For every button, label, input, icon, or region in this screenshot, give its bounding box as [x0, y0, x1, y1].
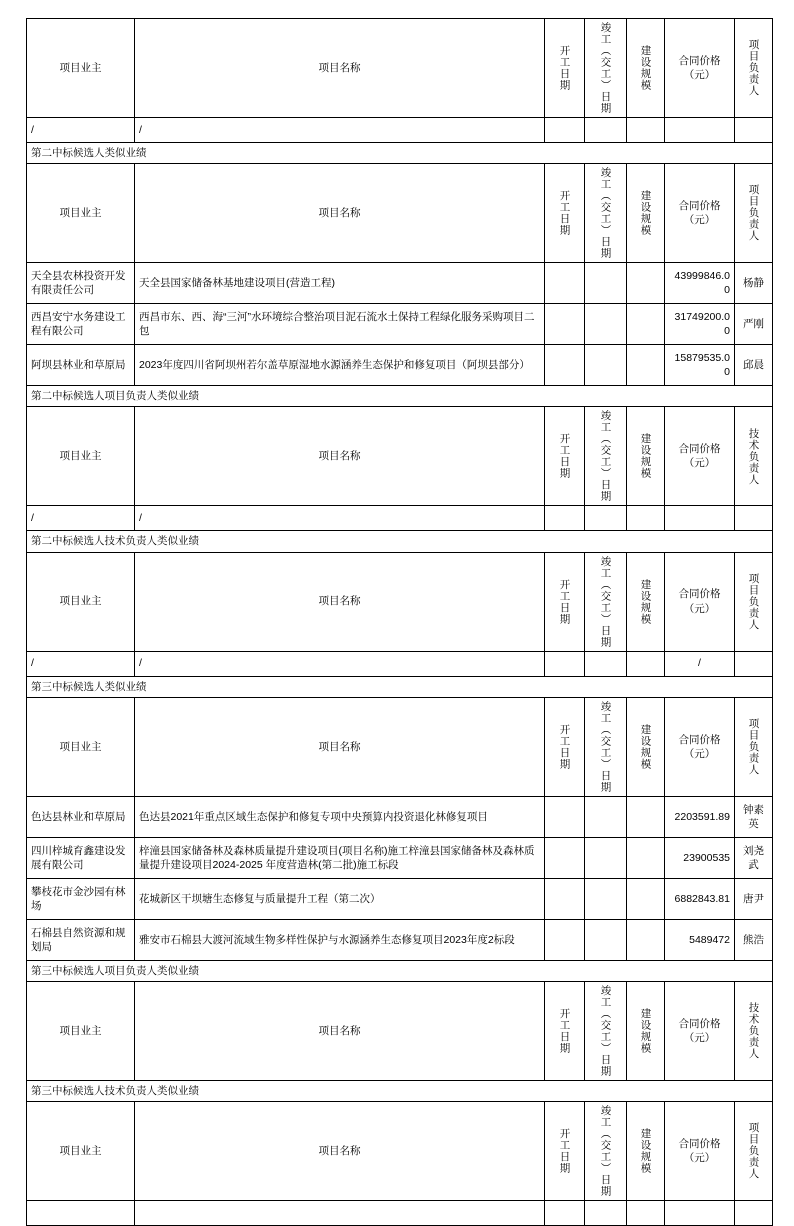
cell-end-date: [585, 651, 627, 676]
cell-end-date: [585, 118, 627, 143]
header-owner: 项目业主: [27, 552, 135, 651]
header-owner: 项目业主: [27, 19, 135, 118]
table-header-row: [27, 552, 773, 651]
cell-start-date: [545, 304, 585, 345]
section-title-row: [27, 386, 773, 407]
cell-end-date: [585, 304, 627, 345]
table-header-row: [27, 1102, 773, 1201]
section-title: 第二中标候选人技术负责人类似业绩: [27, 531, 773, 552]
cell-person: 熊浩: [735, 919, 773, 960]
header-price: 合同价格（元）: [665, 19, 735, 118]
cell-end-date: [585, 919, 627, 960]
cell-person: 杨静: [735, 263, 773, 304]
header-end-date: 竣工（交工）日期: [585, 1102, 627, 1201]
header-name: 项目名称: [135, 164, 545, 263]
header-scale: 建设规模: [627, 697, 665, 796]
cell-person: 刘尧武: [735, 837, 773, 878]
header-scale: 建设规模: [627, 164, 665, 263]
header-scale: 建设规模: [627, 552, 665, 651]
header-person: 项目负责人: [735, 697, 773, 796]
section-title-row: [27, 531, 773, 552]
cell-person: 唐尹: [735, 878, 773, 919]
header-end-date: 竣工（交工）日期: [585, 981, 627, 1080]
cell-end-date: [585, 837, 627, 878]
cell-person: [735, 1201, 773, 1226]
section-title-row: [27, 676, 773, 697]
cell-price: 15879535.00: [665, 345, 735, 386]
header-start-date: 开工日期: [545, 1102, 585, 1201]
cell-name: 梓潼县国家储备林及森林质量提升建设项目(项目名称)施工梓潼县国家储备林及森林质量提升建设项目2024-2025 年度营造林(第二批)施工标段: [135, 837, 545, 878]
cell-price: 2203591.89: [665, 796, 735, 837]
cell-owner: /: [27, 506, 135, 531]
header-tech-person: 技术负责人: [735, 407, 773, 506]
cell-owner: 西昌安宁水务建设工程有限公司: [27, 304, 135, 345]
cell-start-date: [545, 118, 585, 143]
cell-start-date: [545, 1201, 585, 1226]
cell-name: [135, 1201, 545, 1226]
cell-start-date: [545, 345, 585, 386]
cell-end-date: [585, 345, 627, 386]
cell-owner: /: [27, 651, 135, 676]
cell-owner: /: [27, 118, 135, 143]
header-owner: 项目业主: [27, 981, 135, 1080]
table-row: [27, 118, 773, 143]
header-start-date: 开工日期: [545, 19, 585, 118]
cell-person: [735, 651, 773, 676]
header-end-date: 竣工（交工）日期: [585, 164, 627, 263]
cell-scale: [627, 118, 665, 143]
header-price: 合同价格（元）: [665, 697, 735, 796]
cell-start-date: [545, 837, 585, 878]
cell-owner: 石棉县自然资源和规划局: [27, 919, 135, 960]
cell-price: 43999846.00: [665, 263, 735, 304]
cell-person: 严刚: [735, 304, 773, 345]
cell-owner: 阿坝县林业和草原局: [27, 345, 135, 386]
cell-price: [665, 1201, 735, 1226]
header-owner: 项目业主: [27, 1102, 135, 1201]
cell-name: /: [135, 118, 545, 143]
table-row: [27, 796, 773, 837]
header-scale: 建设规模: [627, 407, 665, 506]
cell-scale: [627, 506, 665, 531]
cell-owner: 色达县林业和草原局: [27, 796, 135, 837]
header-scale: 建设规模: [627, 19, 665, 118]
header-name: 项目名称: [135, 697, 545, 796]
cell-price: [665, 118, 735, 143]
performance-records-table: [26, 18, 773, 1226]
header-person: 项目负责人: [735, 164, 773, 263]
header-price: 合同价格（元）: [665, 1102, 735, 1201]
cell-price: [665, 506, 735, 531]
table-header-row: [27, 164, 773, 263]
cell-price: 23900535: [665, 837, 735, 878]
section-title-row: [27, 1080, 773, 1101]
table-row: [27, 837, 773, 878]
header-person: 项目负责人: [735, 552, 773, 651]
cell-scale: [627, 919, 665, 960]
cell-owner: 四川梓城育鑫建设发展有限公司: [27, 837, 135, 878]
cell-price: 31749200.00: [665, 304, 735, 345]
cell-scale: [627, 304, 665, 345]
cell-scale: [627, 263, 665, 304]
section-title: 第三中标候选人类似业绩: [27, 676, 773, 697]
table-row: [27, 878, 773, 919]
cell-end-date: [585, 1201, 627, 1226]
header-end-date: 竣工（交工）日期: [585, 19, 627, 118]
table-header-row: [27, 697, 773, 796]
header-end-date: 竣工（交工）日期: [585, 697, 627, 796]
cell-price: /: [665, 651, 735, 676]
cell-scale: [627, 878, 665, 919]
cell-scale: [627, 837, 665, 878]
section-title-row: [27, 143, 773, 164]
cell-end-date: [585, 878, 627, 919]
cell-scale: [627, 1201, 665, 1226]
cell-person: 钟素英: [735, 796, 773, 837]
cell-start-date: [545, 263, 585, 304]
header-scale: 建设规模: [627, 981, 665, 1080]
header-person: 项目负责人: [735, 19, 773, 118]
cell-price: 5489472: [665, 919, 735, 960]
header-price: 合同价格（元）: [665, 407, 735, 506]
table-row: [27, 651, 773, 676]
cell-name: 天全县国家储备林基地建设项目(营造工程): [135, 263, 545, 304]
table-header-row: [27, 19, 773, 118]
header-person: 项目负责人: [735, 1102, 773, 1201]
cell-name: 西昌市东、西、海“三河”水环境综合整治项目泥石流水土保持工程绿化服务采购项目二包: [135, 304, 545, 345]
header-price: 合同价格（元）: [665, 552, 735, 651]
table-row: [27, 345, 773, 386]
cell-owner: 攀枝花市金沙园有林场: [27, 878, 135, 919]
header-price: 合同价格（元）: [665, 981, 735, 1080]
header-name: 项目名称: [135, 552, 545, 651]
section-title: 第三中标候选人项目负责人类似业绩: [27, 960, 773, 981]
header-owner: 项目业主: [27, 164, 135, 263]
header-price: 合同价格（元）: [665, 164, 735, 263]
cell-price: 6882843.81: [665, 878, 735, 919]
cell-end-date: [585, 506, 627, 531]
table-row: [27, 263, 773, 304]
section-title-row: [27, 960, 773, 981]
cell-name: 2023年度四川省阿坝州若尔盖草原湿地水源涵养生态保护和修复项目（阿坝县部分）: [135, 345, 545, 386]
cell-start-date: [545, 651, 585, 676]
cell-name: 色达县2021年重点区域生态保护和修复专项中央预算内投资退化林修复项目: [135, 796, 545, 837]
cell-scale: [627, 796, 665, 837]
cell-owner: [27, 1201, 135, 1226]
cell-person: [735, 506, 773, 531]
section-title: 第二中标候选人类似业绩: [27, 143, 773, 164]
header-start-date: 开工日期: [545, 164, 585, 263]
header-scale: 建设规模: [627, 1102, 665, 1201]
cell-scale: [627, 651, 665, 676]
header-tech-person: 技术负责人: [735, 981, 773, 1080]
section-title: 第二中标候选人项目负责人类似业绩: [27, 386, 773, 407]
header-start-date: 开工日期: [545, 552, 585, 651]
table-row: [27, 1201, 773, 1226]
header-end-date: 竣工（交工）日期: [585, 552, 627, 651]
cell-name: 雅安市石棉县大渡河流域生物多样性保护与水源涵养生态修复项目2023年度2标段: [135, 919, 545, 960]
table-row: [27, 304, 773, 345]
cell-name: 花城新区干坝塘生态修复与质量提升工程（第二次）: [135, 878, 545, 919]
cell-start-date: [545, 919, 585, 960]
cell-person: 邱晨: [735, 345, 773, 386]
cell-name: /: [135, 651, 545, 676]
header-owner: 项目业主: [27, 407, 135, 506]
header-name: 项目名称: [135, 1102, 545, 1201]
table-row: [27, 919, 773, 960]
cell-name: /: [135, 506, 545, 531]
header-name: 项目名称: [135, 407, 545, 506]
cell-end-date: [585, 796, 627, 837]
cell-end-date: [585, 263, 627, 304]
header-start-date: 开工日期: [545, 697, 585, 796]
header-start-date: 开工日期: [545, 981, 585, 1080]
cell-start-date: [545, 878, 585, 919]
cell-start-date: [545, 796, 585, 837]
cell-scale: [627, 345, 665, 386]
header-owner: 项目业主: [27, 697, 135, 796]
table-header-row: [27, 981, 773, 1080]
header-name: 项目名称: [135, 981, 545, 1080]
cell-person: [735, 118, 773, 143]
table-header-row: [27, 407, 773, 506]
table-row: [27, 506, 773, 531]
header-start-date: 开工日期: [545, 407, 585, 506]
cell-owner: 天全县农林投资开发有限责任公司: [27, 263, 135, 304]
section-title: 第三中标候选人技术负责人类似业绩: [27, 1080, 773, 1101]
header-end-date: 竣工（交工）日期: [585, 407, 627, 506]
header-name: 项目名称: [135, 19, 545, 118]
cell-start-date: [545, 506, 585, 531]
